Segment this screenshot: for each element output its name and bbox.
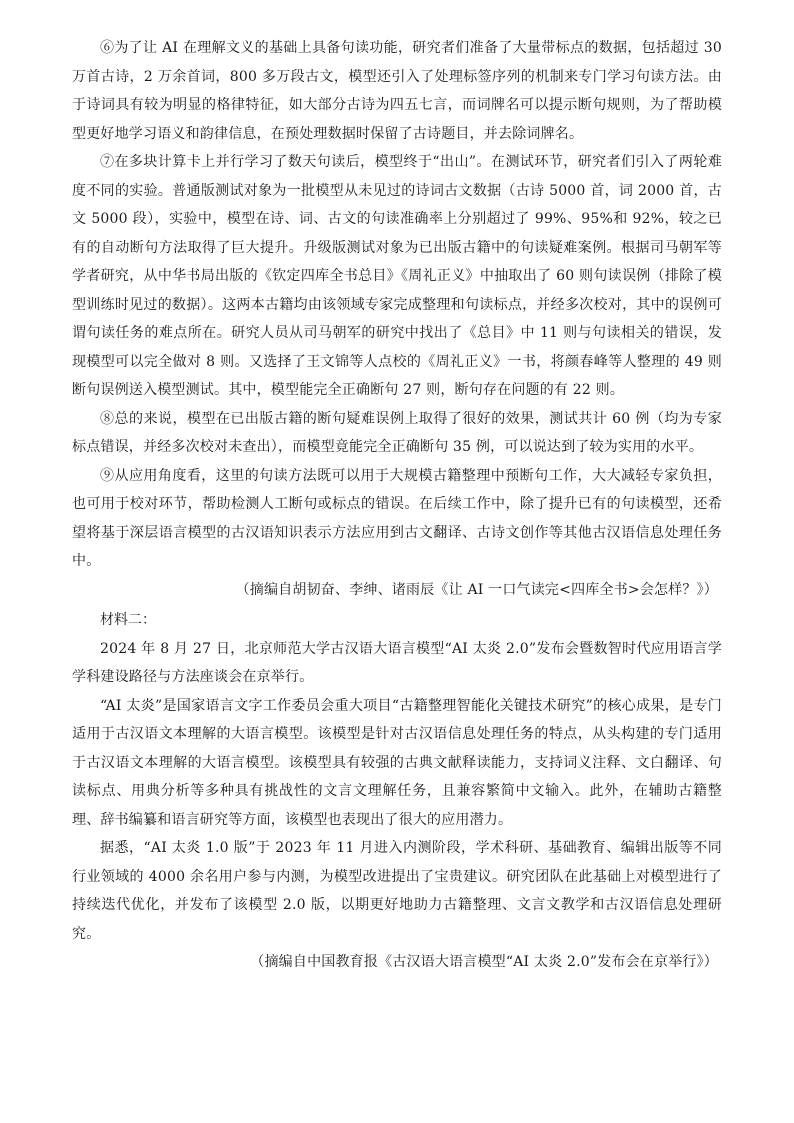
document-page xyxy=(72,34,722,977)
paragraph-8: ⑧总的来说，模型在已出版古籍的断句疑难误例上取得了很好的效果，测试共计 60 例（均为专家标点错误，并经多次校对未查出），而模型竟能完全正确断句 35 例，可以说达到了较为实用的水平。 xyxy=(72,410,722,455)
material2-paragraph-3: 据悉，“AI 太炎 1.0 版”于 2023 年 11 月进入内测阶段，学术科研、基础教育、编辑出版等不同行业领域的 4000 余名用户参与内测，为模型改进提出了宝贵建议。研究团队在此基础上对模型进行了持续迭代优化，并发布了该模型 2.0 版，以期更好地助力古籍整理、文言文教学和古汉语信息处理研究。 xyxy=(72,840,722,942)
material1-source: （摘编自胡韧奋、李绅、诸雨辰《让 AI 一口气读完<四库全书>会怎样？》） xyxy=(235,581,718,598)
paragraph-9: ⑨从应用角度看，这里的句读方法既可以用于大规模古籍整理中预断句工作，大大减轻专家负担，也可用于校对环节，帮助检测人工断句或标点的错误。在后续工作中，除了提升已有的句读模型，还希望将基于深层语言模型的古汉语知识表示方法应用到古文翻译、古诗文创作等其他古汉语信息处理任务中。 xyxy=(72,467,722,569)
paragraph-7: ⑦在多块计算卡上并行学习了数天句读后，模型终于“出山”。在测试环节，研究者们引入了两轮难度不同的实验。普通版测试对象为一批模型从未见过的诗词古文数据（古诗 5000 首，词 2000 首，古文 5000 段），实验中，模型在诗、词、古文的句读准确率上分别超过了 99%、95%和 92%，较之已有的自动断句方法取得了巨大提升。升级版测试对象为已出版古籍中的句读疑难案例。根据司马朝军等学者研究，从中华书局出版的《钦定四库全书总目》《周礼正义》中抽取出了 60 则句读误例（排除了模型训练时见过的数据）。这两本古籍均由该领域专家完成整理和句读标点，并经多次校对，其中的误例可谓句读任务的难点所在。研究人员从司马朝军的研究中找出了《总目》中 11 则与句读相关的错误，发现模型可以完全做对 8 则。又选择了王文锦等人点校的《周礼正义》一书，将颜春峰等人整理的 49 则断句误例送入模型测试。其中，模型能完全正确断句 27 则，断句存在问题的有 22 则。 xyxy=(72,154,722,398)
material2-source: （摘编自中国教育报《古汉语大语言模型“AI 太炎 2.0”发布会在京举行》） xyxy=(250,954,718,970)
material2-label: 材料二： xyxy=(100,612,156,628)
material2-paragraph-2: “AI 太炎”是国家语言文字工作委员会重大项目“古籍整理智能化关键技术研究”的核心成果，是专门适用于古汉语文本理解的大语言模型。该模型是针对古汉语信息处理任务的特点，从头构建的专门适用于古汉语文本理解的大语言模型。该模型具有较强的古典文献释读能力，支持词义注释、文白翻译、句读标点、用典分析等多种具有挑战性的文言文理解任务，且兼容繁简中文输入。此外，在辅助古籍整理、辞书编纂和语言研究等方面，该模型也表现出了很大的应用潜力。 xyxy=(72,697,722,828)
material2-paragraph-1: 2024 年 8 月 27 日，北京师范大学古汉语大语言模型“AI 太炎 2.0”发布会暨数智时代应用语言学学科建设路径与方法座谈会在京举行。 xyxy=(72,640,722,685)
paragraph-6: ⑥为了让 AI 在理解文义的基础上具备句读功能，研究者们准备了大量带标点的数据，包括超过 30 万首古诗，2 万余首词，800 多万段古文，模型还引入了处理标签序列的机制来专门学习句读方法。由于诗词具有较为明显的格律特征，如大部分古诗为四五七言，而词牌名可以提示断句规则，为了帮助模型更好地学习语义和韵律信息，在预处理数据时保留了古诗题目，并去除词牌名。 xyxy=(72,40,722,142)
